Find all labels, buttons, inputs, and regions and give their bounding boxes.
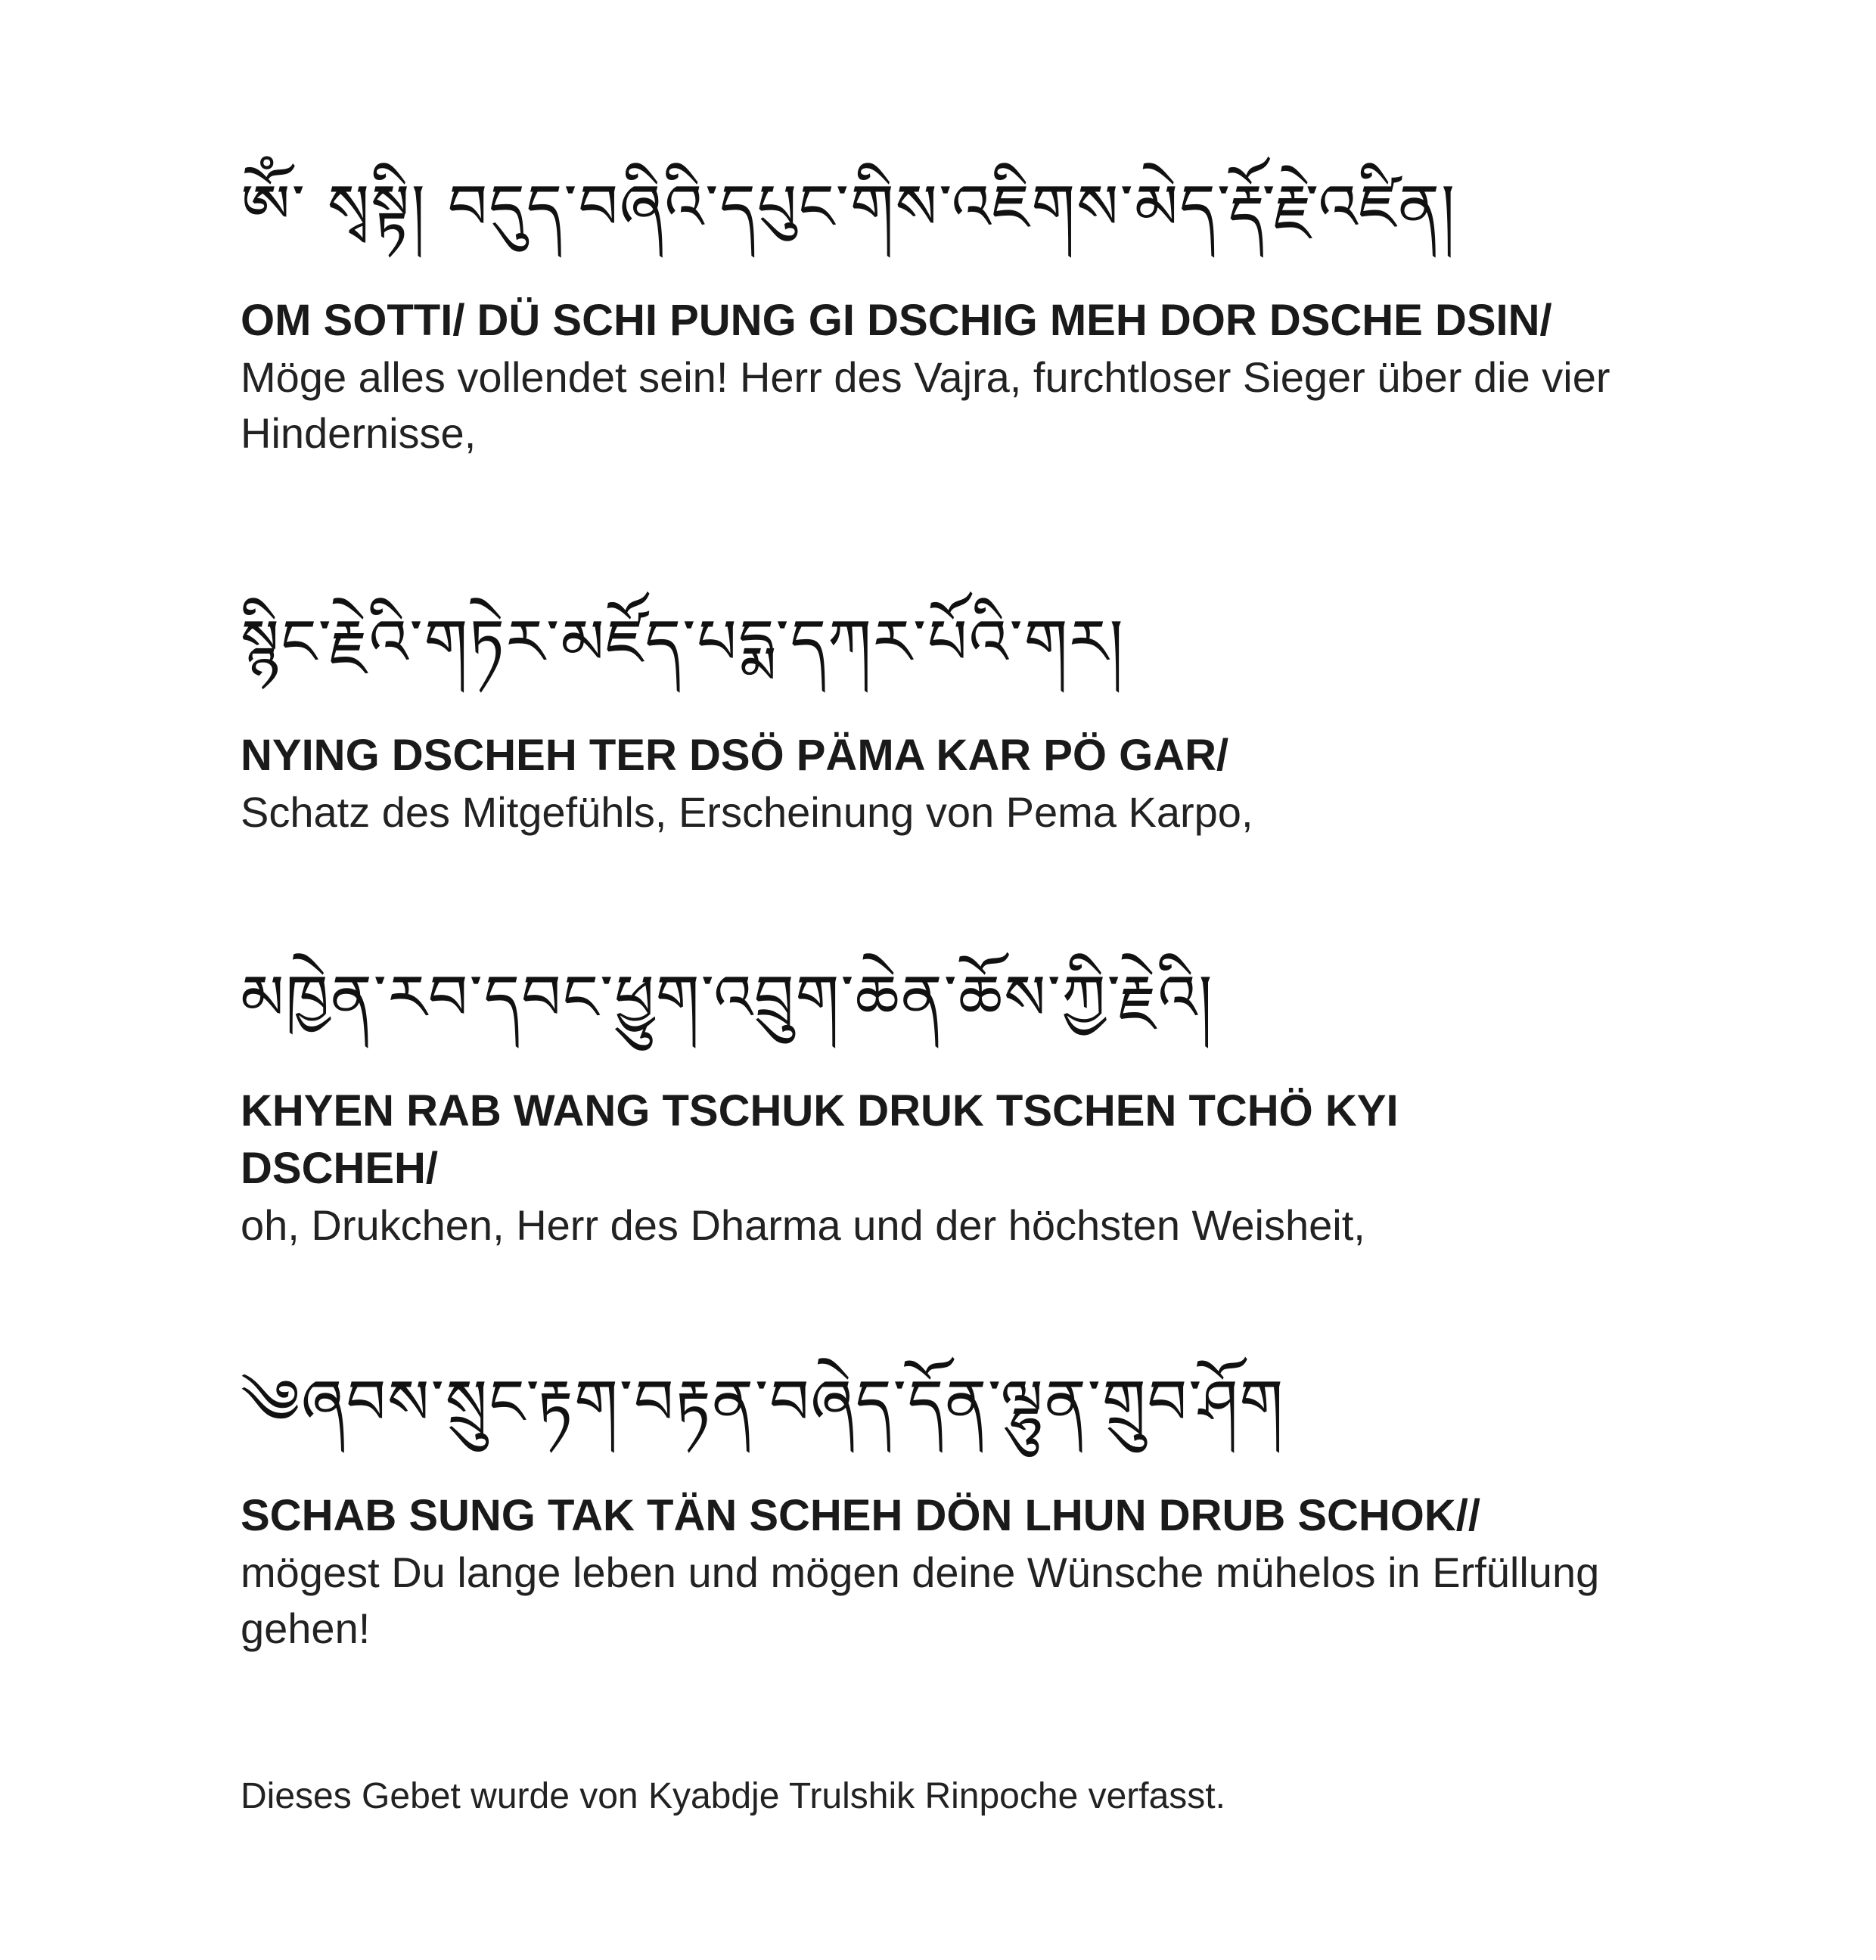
- verse-3: [241, 949, 1693, 1253]
- verse-3-tibetan: མཁྱེན་རབ་དབང་ཕྱུག་འབྲུག་ཆེན་ཆོས་ཀྱི་རྗེའི།: [241, 962, 1214, 1034]
- verse-1-translation: Möge alles vollendet sein! Herr des Vajra, furchtloser Sieger über die vier Hindernisse,: [241, 353, 1610, 457]
- verse-1-tibetan: ཨོཾ་ སྭསྟི། བདུད་བཞིའི་དཔུང་གིས་འཇིགས་མེད་རྡོ་རྗེ་འཛིན།: [241, 172, 1457, 244]
- verse-2-translation: Schatz des Mitgefühls, Erscheinung von Pema Karpo,: [241, 788, 1253, 836]
- verse-1-transliteration: OM SOTTI/ DÜ SCHI PUNG GI DSCHIG MEH DOR DSCHE DSIN/: [241, 296, 1552, 345]
- verse-4-transliteration: SCHAB SUNG TAK TÄN SCHEH DÖN LHUN DRUB SCHOK//: [241, 1491, 1481, 1540]
- verse-4: [241, 1354, 1693, 1657]
- verse-1: [241, 159, 1693, 461]
- verse-4-tibetan: ༄ཞབས་སྲུང་རྟག་བརྟན་བཞེད་དོན་ལྷུན་གྲུབ་ཤོག: [241, 1367, 1285, 1439]
- author-credit: Dieses Gebet wurde von Kyabdje Trulshik Rinpoche verfasst.: [241, 1776, 1225, 1816]
- verse-3-transliteration: KHYEN RAB WANG TSCHUK DRUK TSCHEN TCHÖ KYI DSCHEH/: [241, 1086, 1399, 1193]
- verse-2-tibetan: སྙིང་རྗེའི་གཏེར་མཛོད་པདྨ་དཀར་པོའི་གར།: [241, 607, 1125, 679]
- verse-2: [241, 594, 1693, 840]
- verse-3-translation: oh, Drukchen, Herr des Dharma und der höchsten Weisheit,: [241, 1201, 1365, 1249]
- verse-4-translation: mögest Du lange leben und mögen deine Wünsche mühelos in Erfüllung gehen!: [241, 1548, 1600, 1652]
- verse-2-transliteration: NYING DSCHEH TER DSÖ PÄMA KAR PÖ GAR/: [241, 731, 1229, 780]
